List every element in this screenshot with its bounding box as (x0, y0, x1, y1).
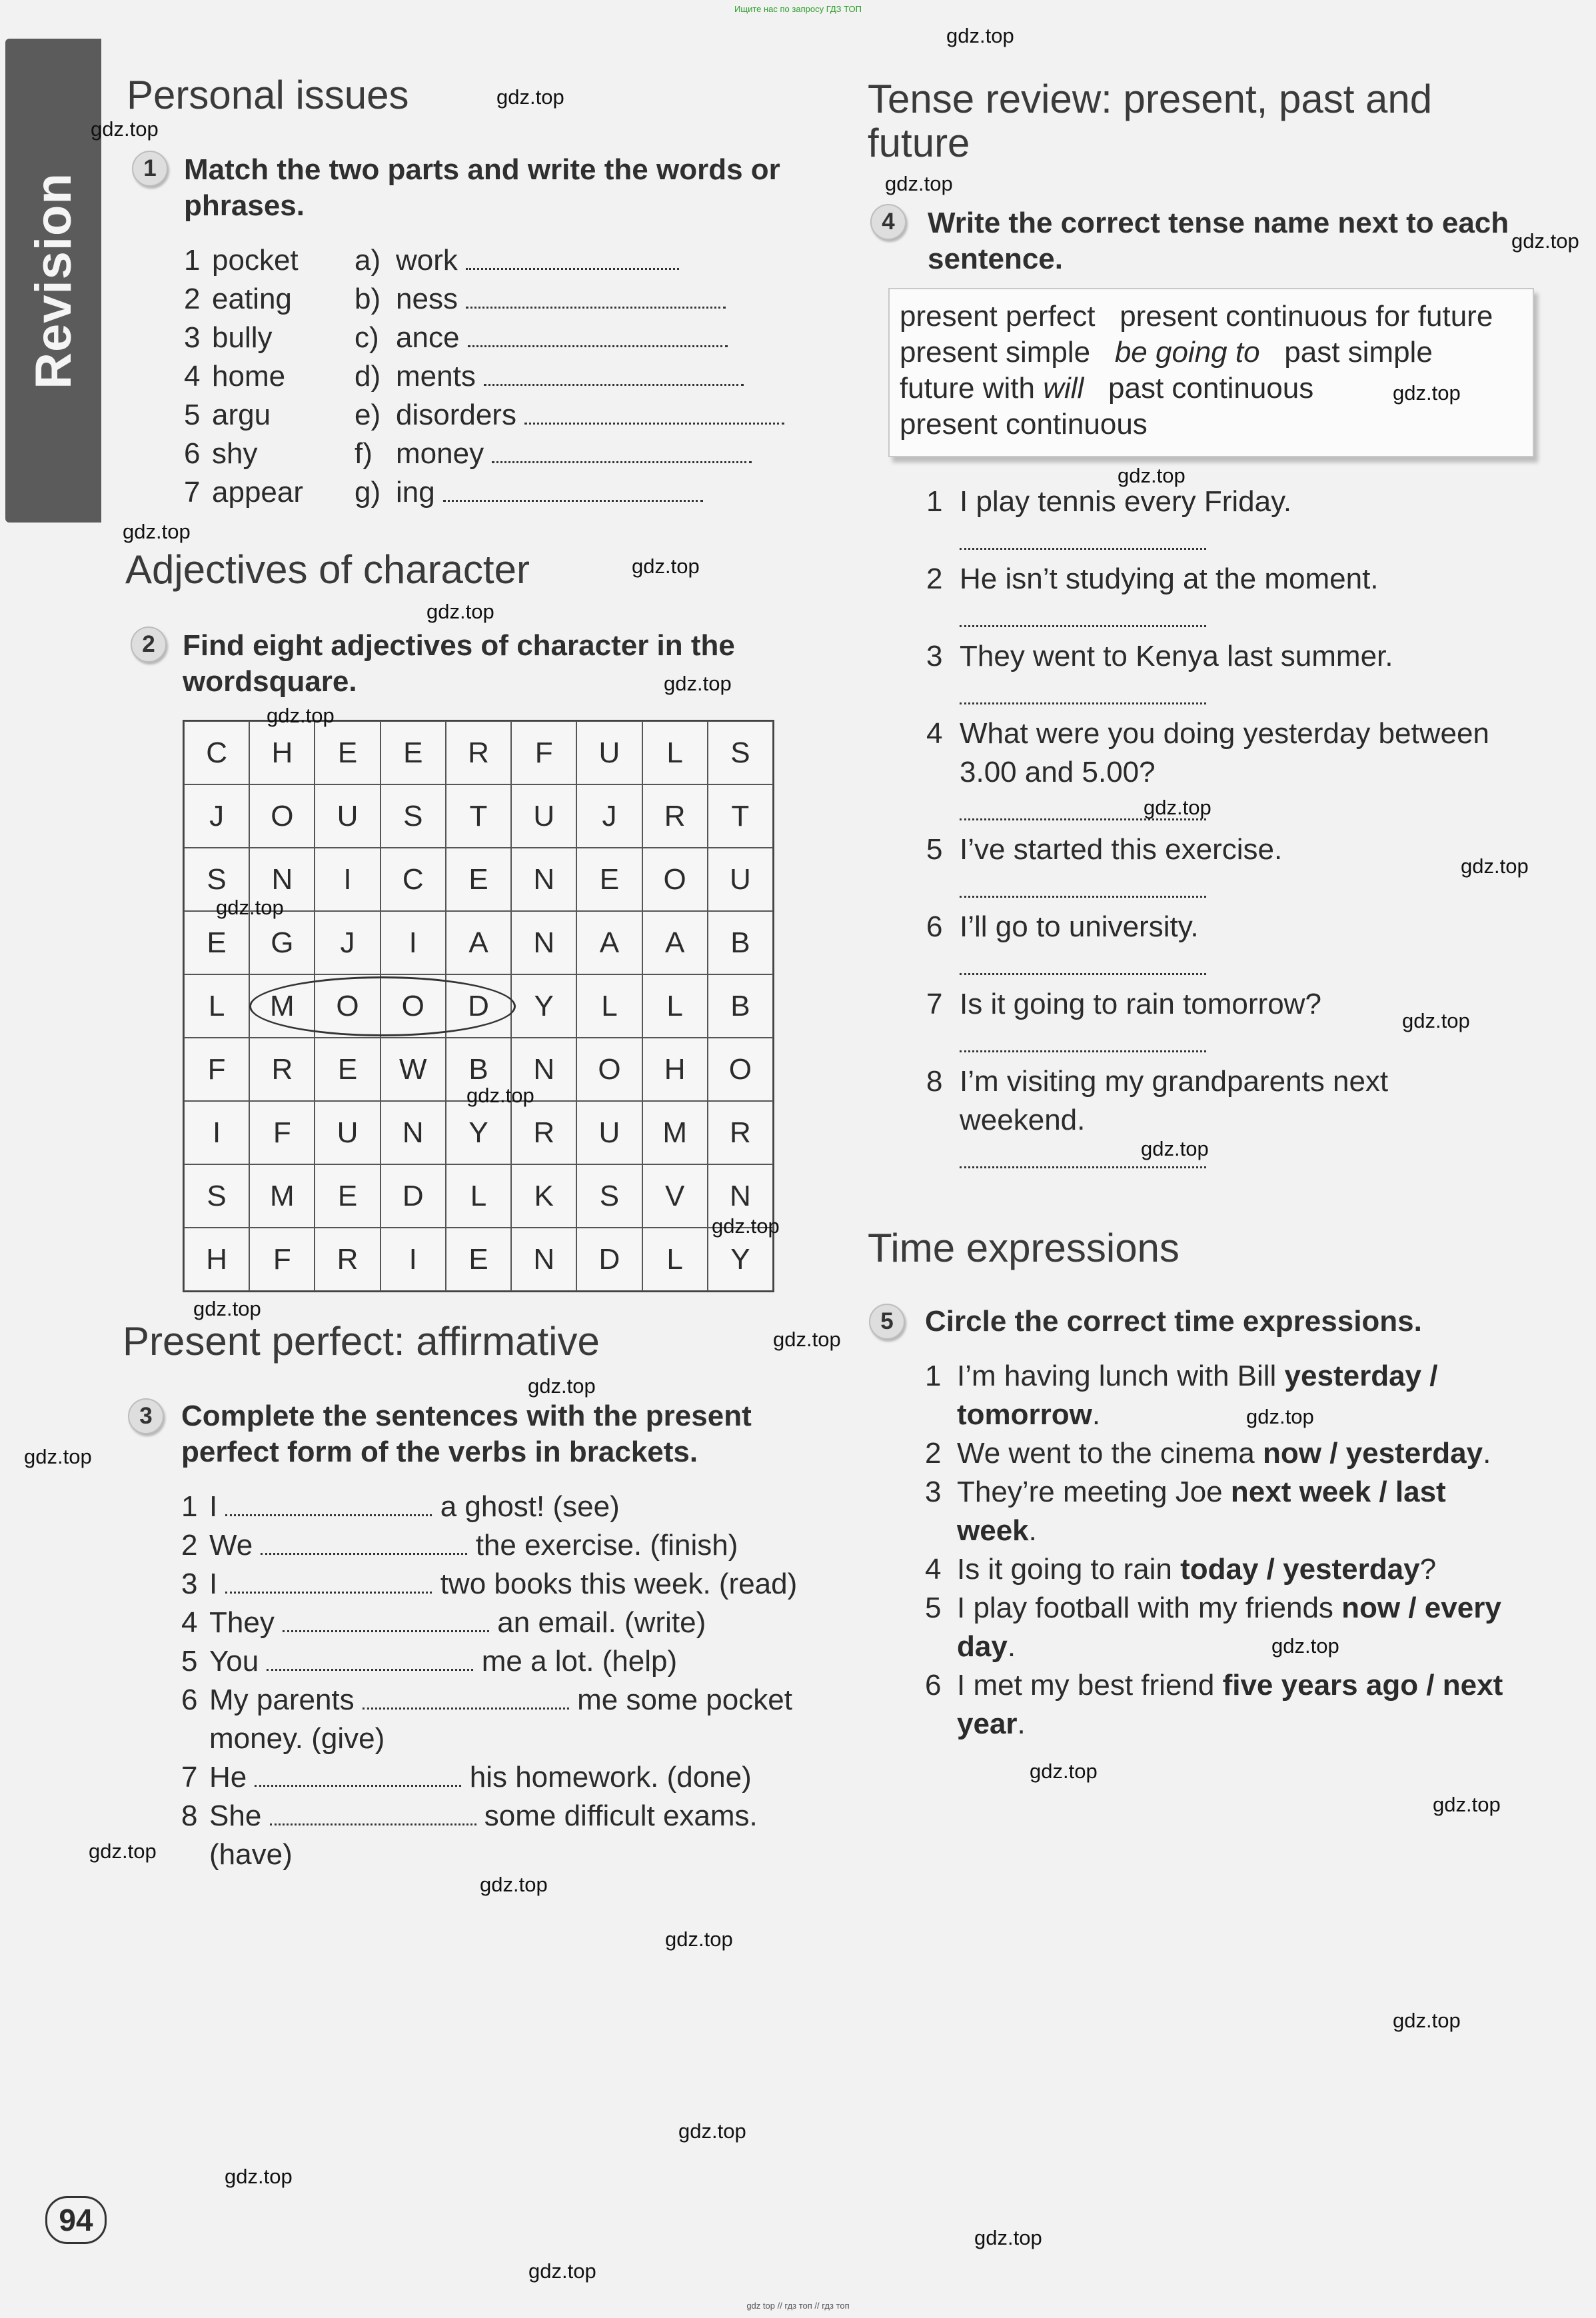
grid-cell[interactable]: E (576, 848, 642, 911)
watermark: gdz.top (632, 555, 700, 578)
grid-cell[interactable]: R (249, 1038, 315, 1101)
answer-line[interactable] (484, 364, 744, 386)
watermark: gdz.top (528, 2259, 596, 2283)
list-item: 1 I play tennis every Friday. (926, 485, 1292, 518)
watermark: gdz.top (664, 672, 732, 695)
list-item: 6 I met my best friend five years ago / next (925, 1669, 1503, 1702)
watermark: gdz.top (1393, 2009, 1461, 2032)
list-item: b) ness (355, 280, 784, 319)
section-title-time-expressions: Time expressions (868, 1226, 1180, 1270)
watermark: gdz.top (1144, 796, 1211, 819)
watermark: gdz.top (946, 24, 1014, 47)
grid-cell[interactable]: G (249, 911, 315, 974)
grid-cell[interactable]: N (381, 1101, 446, 1164)
watermark: gdz.top (1141, 1137, 1209, 1160)
grid-cell[interactable]: L (446, 1164, 511, 1228)
grid-cell[interactable]: D (381, 1164, 446, 1228)
grid-cell[interactable]: F (249, 1228, 315, 1291)
top-banner: Ищите нас по запросу ГДЗ ТОП (734, 4, 862, 14)
list-item: 4 What were you doing yesterday between (926, 717, 1489, 750)
watermark: gdz.top (496, 85, 564, 109)
grid-cell[interactable]: B (708, 974, 773, 1038)
grid-cell[interactable]: N (249, 848, 315, 911)
answer-line[interactable] (466, 248, 679, 270)
grid-cell[interactable]: I (381, 911, 446, 974)
grid-cell[interactable]: H (249, 721, 315, 784)
grid-cell[interactable]: L (642, 974, 708, 1038)
grid-cell[interactable]: L (642, 1228, 708, 1291)
grid-cell[interactable]: D (446, 974, 511, 1038)
exercise-3-items (181, 1488, 797, 1874)
exercise-number-4: 4 (870, 204, 906, 240)
exercise-4-instruction: Write the correct tense name next to each sentence. (928, 207, 1509, 275)
grid-cell[interactable]: H (642, 1038, 708, 1101)
watermark: gdz.top (528, 1374, 596, 1398)
answer-line[interactable] (960, 605, 1206, 627)
watermark: gdz.top (1271, 1634, 1339, 1658)
grid-cell[interactable]: E (315, 1164, 380, 1228)
list-item: 4 Is it going to rain today / yesterday? (925, 1553, 1437, 1586)
list-item: f) money (355, 435, 784, 473)
exercise-number-2: 2 (131, 626, 167, 662)
list-item: 3 I two books this week. (read) (181, 1568, 798, 1600)
list-item: 5 You me a lot. (help) (181, 1645, 678, 1678)
grid-cell[interactable]: F (511, 721, 576, 784)
grid-cell[interactable]: M (642, 1101, 708, 1164)
watermark: gdz.top (267, 704, 335, 727)
list-item: 6 shy (184, 437, 258, 470)
grid-cell[interactable]: V (642, 1164, 708, 1228)
answer-line[interactable] (443, 480, 703, 502)
grid-cell[interactable]: O (576, 1038, 642, 1101)
grid-cell[interactable]: S (184, 848, 249, 911)
grid-cell[interactable]: U (511, 784, 576, 848)
answer-line[interactable] (363, 1688, 569, 1710)
grid-cell[interactable]: L (642, 721, 708, 784)
grid-cell[interactable]: N (511, 911, 576, 974)
grid-cell[interactable]: N (511, 1038, 576, 1101)
grid-cell[interactable]: R (315, 1228, 380, 1291)
exercise-number-5: 5 (869, 1304, 905, 1340)
grid-cell[interactable]: K (511, 1164, 576, 1228)
watermark: gdz.top (773, 1328, 841, 1351)
watermark: gdz.top (466, 1084, 534, 1107)
watermark: gdz.top (225, 2165, 293, 2188)
list-item-continuation: (have) (209, 1838, 293, 1871)
grid-cell[interactable]: N (511, 848, 576, 911)
grid-cell[interactable]: U (708, 848, 773, 911)
list-item: 7 Is it going to rain tomorrow? (926, 988, 1321, 1020)
list-item: 3 They went to Kenya last summer. (926, 640, 1393, 672)
list-item: a) work (355, 241, 784, 280)
grid-cell[interactable]: E (315, 1038, 380, 1101)
list-item: 2 He isn’t studying at the moment. (926, 563, 1379, 595)
grid-cell[interactable]: J (184, 784, 249, 848)
exercise-5-items: 1 I’m having lunch with Bill yesterday / tomorrow. 2 We went to the cinema now / yesterday. 3 They’re meeting Joe next week / last week. 4 Is it going to rain today / yesterday? 5 I play football with my friends now / every day. 6 I met my best friend five years ago / next year. (925, 1357, 1538, 1743)
grid-cell[interactable]: E (315, 721, 380, 784)
list-item: 6 I’ll go to university. (926, 910, 1199, 943)
list-item: 6 My parents me some pocket (181, 1684, 792, 1716)
grid-cell[interactable]: S (381, 784, 446, 848)
watermark: gdz.top (480, 1873, 548, 1896)
list-item: c) ance (355, 319, 784, 357)
section-title-tense-review: Tense review: present, past and future (868, 77, 1433, 165)
exercise-1-left-column (184, 241, 303, 512)
list-item: 1 I a ghost! (see) (181, 1490, 620, 1523)
grid-cell[interactable]: I (381, 1228, 446, 1291)
grid-cell[interactable]: O (708, 1038, 773, 1101)
grid-cell[interactable]: O (249, 784, 315, 848)
grid-cell[interactable]: R (511, 1101, 576, 1164)
watermark: gdz.top (665, 1927, 733, 1951)
tense-word-box-content: present perfect present continuous for future present simple be going to past simple future with will past continuous present continuous (900, 300, 1493, 441)
list-item: 2 We went to the cinema now / yesterday. (925, 1437, 1491, 1470)
watermark: gdz.top (974, 2226, 1042, 2249)
grid-cell[interactable]: F (249, 1101, 315, 1164)
grid-cell[interactable]: A (446, 911, 511, 974)
list-item: 7 He his homework. (done) (181, 1761, 752, 1793)
exercise-number-3: 3 (128, 1398, 164, 1434)
watermark: gdz.top (678, 2119, 746, 2143)
grid-cell[interactable]: A (576, 911, 642, 974)
section-title-adjectives: Adjectives of character (125, 547, 530, 592)
grid-cell[interactable]: U (576, 1101, 642, 1164)
watermark: gdz.top (91, 117, 159, 141)
list-item: 4 They an email. (write) (181, 1606, 706, 1639)
grid-cell[interactable]: R (642, 784, 708, 848)
watermark: gdz.top (1246, 1405, 1314, 1428)
grid-cell[interactable]: B (446, 1038, 511, 1101)
grid-cell[interactable]: C (184, 721, 249, 784)
grid-cell[interactable]: E (184, 911, 249, 974)
watermark: gdz.top (1511, 229, 1579, 253)
answer-line[interactable] (255, 1765, 461, 1787)
section-title-personal-issues: Personal issues (127, 73, 409, 117)
exercise-1-right-column (355, 241, 784, 512)
list-item: 5 I’ve started this exercise. (926, 833, 1283, 866)
watermark: gdz.top (1433, 1793, 1501, 1816)
exercise-1-instruction: Match the two parts and write the words or phrases. (184, 153, 780, 222)
list-item: 3 They’re meeting Joe next week / last (925, 1476, 1446, 1508)
answer-line[interactable] (468, 325, 728, 347)
watermark: gdz.top (712, 1214, 780, 1238)
grid-cell[interactable]: F (184, 1038, 249, 1101)
watermark: gdz.top (89, 1839, 157, 1863)
grid-cell[interactable]: O (381, 974, 446, 1038)
list-item: 5 argu (184, 399, 271, 431)
page-number: 94 (45, 2196, 107, 2244)
answer-line[interactable] (270, 1803, 476, 1825)
list-item: e) disorders (355, 396, 784, 435)
list-item: d) ments (355, 357, 784, 396)
grid-cell[interactable]: L (576, 974, 642, 1038)
grid-cell[interactable]: O (642, 848, 708, 911)
grid-cell[interactable]: C (381, 848, 446, 911)
grid-cell[interactable]: R (708, 1101, 773, 1164)
grid-cell[interactable]: T (708, 784, 773, 848)
grid-cell[interactable]: M (249, 1164, 315, 1228)
grid-cell[interactable]: J (576, 784, 642, 848)
grid-cell[interactable]: J (315, 911, 380, 974)
answer-line[interactable] (960, 1030, 1206, 1052)
list-item: 1 I’m having lunch with Bill yesterday / (925, 1360, 1438, 1392)
watermark: gdz.top (216, 896, 284, 919)
answer-line[interactable] (267, 1649, 473, 1671)
grid-cell[interactable]: Y (708, 1228, 773, 1291)
answer-line[interactable] (492, 441, 752, 463)
side-tab-label: Revision (25, 172, 82, 389)
watermark: gdz.top (1461, 854, 1529, 878)
grid-cell[interactable]: L (184, 974, 249, 1038)
grid-cell[interactable]: S (184, 1164, 249, 1228)
list-item: g) ing (355, 473, 784, 512)
list-item: 2 eating (184, 283, 292, 315)
grid-cell[interactable]: I (184, 1101, 249, 1164)
grid-cell[interactable]: H (184, 1228, 249, 1291)
watermark: gdz.top (426, 600, 494, 623)
answer-line[interactable] (225, 1494, 432, 1516)
grid-cell[interactable]: I (315, 848, 380, 911)
watermark: gdz.top (24, 1445, 92, 1468)
answer-line[interactable] (960, 953, 1206, 975)
answer-line[interactable] (225, 1572, 432, 1594)
list-item-continuation: money. (give) (209, 1722, 385, 1755)
grid-cell[interactable]: U (315, 784, 380, 848)
grid-cell[interactable]: N (708, 1164, 773, 1228)
grid-cell[interactable]: O (315, 974, 380, 1038)
grid-cell[interactable]: B (708, 911, 773, 974)
list-item: 4 home (184, 360, 286, 393)
section-title-present-perfect: Present perfect: affirmative (123, 1319, 600, 1364)
answer-line[interactable] (466, 287, 726, 309)
grid-cell[interactable]: E (446, 848, 511, 911)
list-item: 3 bully (184, 321, 273, 354)
grid-cell[interactable]: E (446, 1228, 511, 1291)
watermark: gdz.top (1402, 1009, 1470, 1032)
answer-line[interactable] (283, 1610, 489, 1632)
watermark: gdz.top (1030, 1759, 1098, 1783)
exercise-5-instruction: Circle the correct time expressions. (925, 1305, 1422, 1338)
exercise-3-instruction: Complete the sentences with the present perfect form of the verbs in brackets. (181, 1400, 752, 1468)
grid-cell[interactable]: U (315, 1101, 380, 1164)
grid-cell[interactable]: D (576, 1228, 642, 1291)
list-item: 8 She some difficult exams. (181, 1799, 758, 1832)
grid-cell[interactable]: T (446, 784, 511, 848)
answer-line[interactable] (960, 682, 1206, 704)
grid-cell[interactable]: S (576, 1164, 642, 1228)
list-item: 7 appear (184, 476, 304, 509)
watermark: gdz.top (885, 172, 953, 195)
grid-cell[interactable]: S (708, 721, 773, 784)
answer-line[interactable] (524, 403, 784, 425)
grid-cell[interactable]: Y (511, 974, 576, 1038)
example-circle (249, 976, 516, 1036)
grid-cell[interactable]: A (642, 911, 708, 974)
exercise-number-1: 1 (132, 151, 168, 187)
exercise-2-instruction: Find eight adjectives of character in the wordsquare. (183, 629, 735, 698)
list-item: 2 We the exercise. (finish) (181, 1529, 738, 1562)
grid-cell[interactable]: W (381, 1038, 446, 1101)
watermark: gdz.top (123, 520, 191, 543)
list-item: 5 I play football with my friends now / every (925, 1592, 1501, 1624)
grid-cell[interactable]: M (249, 974, 315, 1038)
watermark: gdz.top (1118, 464, 1186, 487)
watermark: gdz.top (193, 1297, 261, 1320)
list-item: 8 I’m visiting my grandparents next (926, 1065, 1389, 1098)
grid-cell[interactable]: E (381, 721, 446, 784)
grid-cell[interactable]: N (511, 1228, 576, 1291)
grid-cell[interactable]: Y (446, 1101, 511, 1164)
exercise-4-items: 1 I play tennis every Friday. 2 He isn’t studying at the moment. 3 They went to Kenya last summer. 4 What were you doing yesterday between 3.00 and 5.00? 5 I’ve started this exercise. 6 I’ll go to university. 7 Is it going to rain tomorrow? 8 I’m visiting my grandparents next weekend. (926, 483, 1526, 1178)
answer-line[interactable] (960, 528, 1206, 550)
list-item: 1 pocket (184, 244, 299, 277)
watermark: gdz.top (1393, 381, 1461, 405)
bottom-banner: gdz top // гдз топ // гдз топ (746, 2301, 850, 2311)
grid-cell[interactable]: U (576, 721, 642, 784)
grid-cell[interactable]: R (446, 721, 511, 784)
answer-line[interactable] (960, 876, 1206, 898)
answer-line[interactable] (261, 1533, 467, 1555)
